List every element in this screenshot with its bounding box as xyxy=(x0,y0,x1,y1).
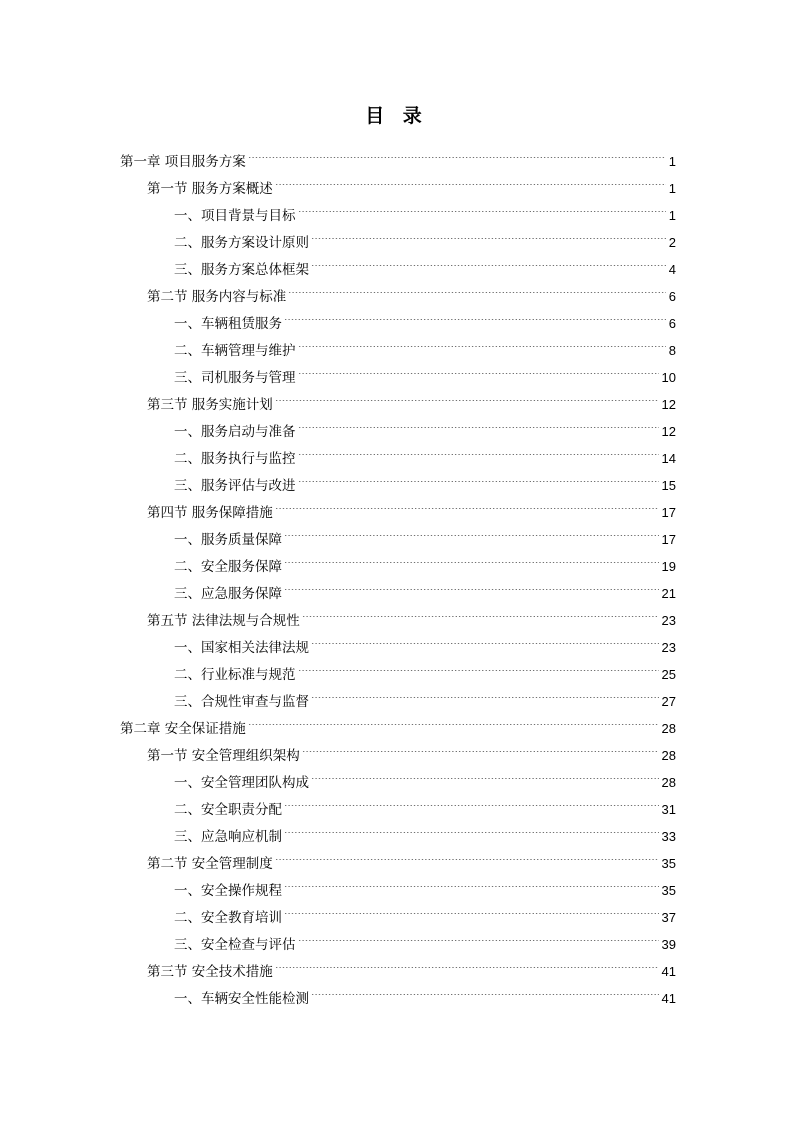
toc-dot-leader xyxy=(298,193,666,220)
toc-entry-label: 二、服务方案设计原则 xyxy=(174,235,309,251)
toc-entry-page-number: 25 xyxy=(661,667,676,682)
toc-dot-leader xyxy=(275,382,659,409)
toc-dot-leader xyxy=(284,814,659,841)
toc-entry[interactable] xyxy=(174,922,676,953)
toc-dot-leader xyxy=(311,625,659,652)
toc-entry-page-number: 31 xyxy=(661,802,676,817)
toc-entry[interactable] xyxy=(120,139,676,170)
toc-dot-leader xyxy=(275,490,659,517)
toc-entry[interactable] xyxy=(147,598,676,629)
toc-entry[interactable] xyxy=(174,652,676,683)
toc-entry[interactable] xyxy=(174,787,676,818)
toc-entry-page-number: 28 xyxy=(661,775,676,790)
toc-entry-label: 第五节 法律法规与合规性 xyxy=(147,613,300,629)
toc-entry-label: 三、合规性审查与监督 xyxy=(174,694,309,710)
toc-dot-leader xyxy=(298,463,659,490)
toc-entry[interactable] xyxy=(147,274,676,305)
toc-entry-label: 第三节 安全技术措施 xyxy=(147,964,273,980)
toc-entry-page-number: 1 xyxy=(668,181,676,196)
toc-entry-page-number: 6 xyxy=(668,289,676,304)
toc-entry-page-number: 23 xyxy=(661,640,676,655)
toc-entry[interactable] xyxy=(174,220,676,251)
toc-entry[interactable] xyxy=(174,895,676,926)
toc-dot-leader xyxy=(284,571,659,598)
toc-entry-label: 三、服务方案总体框架 xyxy=(174,262,309,278)
toc-dot-leader xyxy=(298,409,659,436)
toc-entry-page-number: 15 xyxy=(661,478,676,493)
toc-entry-label: 三、应急响应机制 xyxy=(174,829,282,845)
toc-dot-leader xyxy=(248,706,659,733)
toc-dot-leader xyxy=(288,274,665,301)
toc-dot-leader xyxy=(298,355,659,382)
toc-entry[interactable] xyxy=(147,733,676,764)
toc-entry-page-number: 12 xyxy=(661,424,676,439)
toc-dot-leader xyxy=(298,328,666,355)
toc-dot-leader xyxy=(248,139,666,166)
toc-dot-leader xyxy=(298,922,659,949)
toc-entry[interactable] xyxy=(174,868,676,899)
toc-entry-page-number: 39 xyxy=(661,937,676,952)
toc-entry[interactable] xyxy=(174,517,676,548)
toc-entry-label: 一、项目背景与目标 xyxy=(174,208,296,224)
toc-entry-page-number: 41 xyxy=(661,991,676,1006)
toc-entry-label: 二、车辆管理与维护 xyxy=(174,343,296,359)
toc-dot-leader xyxy=(311,220,666,247)
toc-entry-page-number: 23 xyxy=(661,613,676,628)
toc-entry[interactable] xyxy=(147,490,676,521)
toc-entry-page-number: 28 xyxy=(661,748,676,763)
toc-entry-label: 一、安全操作规程 xyxy=(174,883,282,899)
toc-dot-leader xyxy=(311,976,659,1003)
toc-dot-leader xyxy=(284,895,659,922)
toc-dot-leader xyxy=(302,733,659,760)
toc-entry-page-number: 6 xyxy=(668,316,676,331)
toc-entry-label: 二、安全职责分配 xyxy=(174,802,282,818)
toc-entry[interactable] xyxy=(174,436,676,467)
toc-entry[interactable] xyxy=(174,355,676,386)
toc-entry-page-number: 27 xyxy=(661,694,676,709)
toc-entry-label: 第二章 安全保证措施 xyxy=(120,721,246,737)
toc-dot-leader xyxy=(275,949,659,976)
toc-dot-leader xyxy=(275,166,666,193)
toc-entry-page-number: 4 xyxy=(668,262,676,277)
toc-entry[interactable] xyxy=(174,301,676,332)
toc-entry-label: 二、行业标准与规范 xyxy=(174,667,296,683)
toc-title: 目 录 xyxy=(365,105,428,127)
toc-entry[interactable] xyxy=(174,760,676,791)
toc-entry-page-number: 12 xyxy=(661,397,676,412)
toc-entry-page-number: 19 xyxy=(661,559,676,574)
toc-dot-leader xyxy=(311,679,659,706)
toc-entry-page-number: 1 xyxy=(668,154,676,169)
toc-entry-label: 第二节 服务内容与标准 xyxy=(147,289,287,305)
toc-dot-leader xyxy=(284,787,659,814)
toc-entry-page-number: 17 xyxy=(661,505,676,520)
toc-entry[interactable] xyxy=(174,328,676,359)
toc-entry[interactable] xyxy=(174,409,676,440)
toc-entry-label: 一、车辆租赁服务 xyxy=(174,316,282,332)
toc-entry[interactable] xyxy=(147,166,676,197)
toc-entry[interactable] xyxy=(174,193,676,224)
toc-entry-page-number: 33 xyxy=(661,829,676,844)
toc-entry-label: 第四节 服务保障措施 xyxy=(147,505,273,521)
toc-entry-page-number: 14 xyxy=(661,451,676,466)
toc-entry-label: 一、车辆安全性能检测 xyxy=(174,991,309,1007)
toc-entry-label: 第二节 安全管理制度 xyxy=(147,856,273,872)
toc-entry[interactable] xyxy=(174,814,676,845)
toc-entry-page-number: 1 xyxy=(668,208,676,223)
toc-entry-label: 三、安全检查与评估 xyxy=(174,937,296,953)
toc-dot-leader xyxy=(284,301,666,328)
toc-entry-page-number: 35 xyxy=(661,883,676,898)
toc-entry-page-number: 8 xyxy=(668,343,676,358)
toc-entry-label: 三、应急服务保障 xyxy=(174,586,282,602)
toc-entry[interactable] xyxy=(174,463,676,494)
toc-entry[interactable] xyxy=(174,247,676,278)
toc-entry-label: 一、服务启动与准备 xyxy=(174,424,296,440)
toc-dot-leader xyxy=(311,247,666,274)
toc-entry-label: 第一节 服务方案概述 xyxy=(147,181,273,197)
toc-dot-leader xyxy=(302,598,659,625)
toc-dot-leader xyxy=(284,517,659,544)
toc-entry[interactable] xyxy=(174,544,676,575)
toc-entry-label: 二、安全服务保障 xyxy=(174,559,282,575)
toc-entry-page-number: 37 xyxy=(661,910,676,925)
toc-entry[interactable] xyxy=(147,841,676,872)
toc-entry-label: 三、服务评估与改进 xyxy=(174,478,296,494)
toc-entry-page-number: 10 xyxy=(661,370,676,385)
toc-entry-page-number: 21 xyxy=(661,586,676,601)
toc-entry-label: 三、司机服务与管理 xyxy=(174,370,296,386)
toc-entry[interactable] xyxy=(174,571,676,602)
toc-entry-page-number: 41 xyxy=(661,964,676,979)
toc-entry[interactable] xyxy=(174,976,676,1007)
toc-entry-page-number: 17 xyxy=(661,532,676,547)
toc-entry-label: 一、国家相关法律法规 xyxy=(174,640,309,656)
toc-entry-page-number: 2 xyxy=(668,235,676,250)
toc-dot-leader xyxy=(275,841,659,868)
toc-entry-label: 第一章 项目服务方案 xyxy=(120,154,246,170)
toc-dot-leader xyxy=(284,868,659,895)
toc-entry[interactable] xyxy=(147,949,676,980)
toc-dot-leader xyxy=(298,652,659,679)
toc-entry-label: 一、安全管理团队构成 xyxy=(174,775,309,791)
toc-entry-label: 一、服务质量保障 xyxy=(174,532,282,548)
toc-entry-label: 二、安全教育培训 xyxy=(174,910,282,926)
toc-entry-label: 第一节 安全管理组织架构 xyxy=(147,748,300,764)
toc-entry[interactable] xyxy=(174,625,676,656)
toc-dot-leader xyxy=(298,436,659,463)
toc-entry-page-number: 28 xyxy=(661,721,676,736)
toc-entry[interactable] xyxy=(120,706,676,737)
toc-entry-label: 第三节 服务实施计划 xyxy=(147,397,273,413)
toc-entry-label: 二、服务执行与监控 xyxy=(174,451,296,467)
toc-dot-leader xyxy=(311,760,659,787)
toc-entry[interactable] xyxy=(174,679,676,710)
toc-entry[interactable] xyxy=(147,382,676,413)
toc-dot-leader xyxy=(284,544,659,571)
toc-entry-page-number: 35 xyxy=(661,856,676,871)
